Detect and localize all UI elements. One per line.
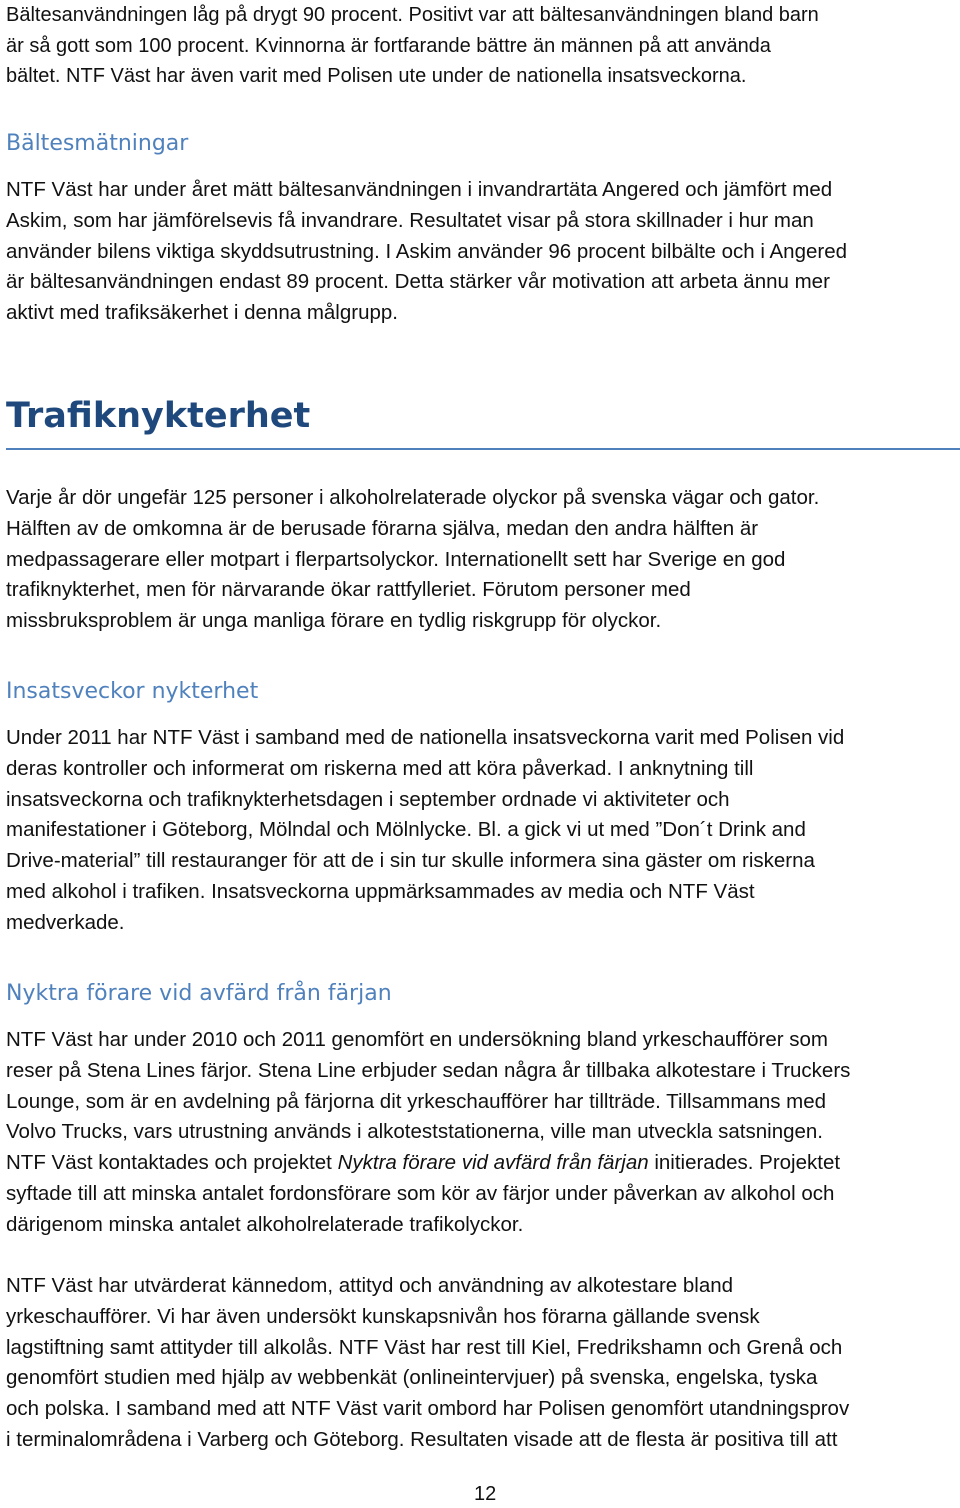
paragraph-line: är bältesanvändningen endast 89 procent. Detta stärker vår motivation att arbeta ännu mer	[6, 270, 830, 294]
paragraph-line: yrkeschaufförer. Vi har även undersökt kunskapsnivån hos förarna gällande svensk	[6, 1304, 760, 1328]
paragraph-line: Hälften av de omkomna är de berusade förarna själva, medan den andra hälften är	[6, 516, 759, 540]
section-heading-trafiknykterhet: Trafiknykterhet	[6, 396, 311, 436]
paragraph-line: manifestationer i Göteborg, Mölndal och Mölnlycke. Bl. a gick vi ut med ”Don´t Drink and	[6, 818, 806, 842]
paragraph-line: trafiknykterhet, men för närvarande ökar rattfylleriet. Förutom personer med	[6, 578, 691, 602]
heading-underline-rule	[6, 448, 960, 450]
paragraph-line: missbruksproblem är unga manliga förare en tydlig riskgrupp för olyckor.	[6, 609, 662, 633]
paragraph-line: syftade till att minska antalet fordonsförare som kör av färjor under påverkan av alkohol och	[6, 1181, 835, 1205]
paragraph-line: Lounge, som är en avdelning på färjorna dit yrkeschaufförer har tillträde. Tillsammans med	[6, 1089, 827, 1113]
paragraph-line: Volvo Trucks, vars utrustning används i alkoteststationerna, ville man utveckla satsningen.	[6, 1120, 824, 1144]
intro-paragraph	[6, 0, 956, 92]
intro-line: Bältesanvändningen låg på drygt 90 procent. Positivt var att bältesanvändningen bland barn	[6, 4, 819, 26]
nyktra-paragraph-1	[6, 1025, 956, 1241]
paragraph-line: aktivt med trafiksäkerhet i denna målgrupp.	[6, 301, 398, 325]
intro-line: bältet. NTF Väst har även varit med Polisen ute under de nationella insatsveckorna.	[6, 65, 747, 87]
paragraph-line: lagstiftning samt attityder till alkolås. NTF Väst har rest till Kiel, Fredrikshamn och Grenå och	[6, 1335, 843, 1359]
insatsveckor-paragraph	[6, 723, 956, 939]
paragraph-line: reser på Stena Lines färjor. Stena Line erbjuder sedan några år tillbaka alkotestare i Truckers	[6, 1058, 851, 1082]
paragraph-line: Varje år dör ungefär 125 personer i alkoholrelaterade olyckor på svenska vägar och gator.	[6, 486, 820, 509]
paragraph-line-with-italic	[6, 1148, 956, 1179]
section-heading-nyktra-forare: Nyktra förare vid avfärd från färjan	[6, 981, 392, 1006]
paragraph-line: använder bilens viktiga skyddsutrustning. I Askim använder 96 procent bilbälte och i Angered	[6, 239, 848, 263]
trafiknykterhet-paragraph	[6, 483, 956, 637]
paragraph-line: och polska. I samband med att NTF Väst varit ombord har Polisen genomfört utandningsprov	[6, 1397, 850, 1421]
paragraph-line: insatsveckorna och trafiknykterhetsdagen i september ordnade vi aktiviteter och	[6, 787, 730, 811]
project-name-italic: Nyktra förare vid avfärd från färjan	[337, 1151, 649, 1175]
intro-line: är så gott som 100 procent. Kvinnorna är fortfarande bättre än männen på att använda	[6, 34, 771, 57]
paragraph-line: NTF Väst har under 2010 och 2011 genomfört en undersökning bland yrkeschaufförer som	[6, 1028, 829, 1051]
nyktra-paragraph-2	[6, 1271, 956, 1456]
paragraph-line: NTF Väst har utvärderat kännedom, attityd och användning av alkotestare bland	[6, 1274, 734, 1297]
paragraph-line: deras kontroller och informerat om riskerna med att köra påverkad. I anknytning till	[6, 756, 754, 780]
section-heading-insatsveckor: Insatsveckor nykterhet	[6, 679, 259, 704]
text-run: NTF Väst kontaktades och projektet	[6, 1151, 338, 1175]
text-run: initierades. Projektet	[648, 1151, 841, 1175]
paragraph-line: genomfört studien med hjälp av webbenkät (onlineintervjuer) på svenska, engelska, tyska	[6, 1366, 818, 1390]
paragraph-line: Under 2011 har NTF Väst i samband med de nationella insatsveckorna varit med Polisen vid	[6, 726, 845, 749]
paragraph-line: NTF Väst har under året mätt bältesanvändningen i invandrartäta Angered och jämfört med	[6, 178, 833, 201]
paragraph-line: Drive-material” till restauranger för att de i sin tur skulle informera sina gäster om riskerna	[6, 849, 815, 873]
paragraph-line: i terminalområdena i Varberg och Göteborg. Resultaten visade att de flesta är positiva till att	[6, 1427, 838, 1451]
paragraph-line: medverkade.	[6, 910, 125, 934]
paragraph-line: medpassagerare eller motpart i flerpartsolyckor. Internationellt sett har Sverige en god	[6, 547, 786, 571]
page-number: 12	[474, 1483, 497, 1505]
paragraph-line: med alkohol i trafiken. Insatsveckorna uppmärksammades av media och NTF Väst	[6, 879, 755, 903]
paragraph-line: Askim, som har jämförelsevis få invandrare. Resultatet visar på stora skillnader i hur man	[6, 208, 814, 232]
section-heading-baltesmatningar: Bältesmätningar	[6, 131, 189, 156]
paragraph-line: därigenom minska antalet alkoholrelaterade trafikolyckor.	[6, 1212, 524, 1236]
baltesmatningar-paragraph	[6, 175, 956, 329]
